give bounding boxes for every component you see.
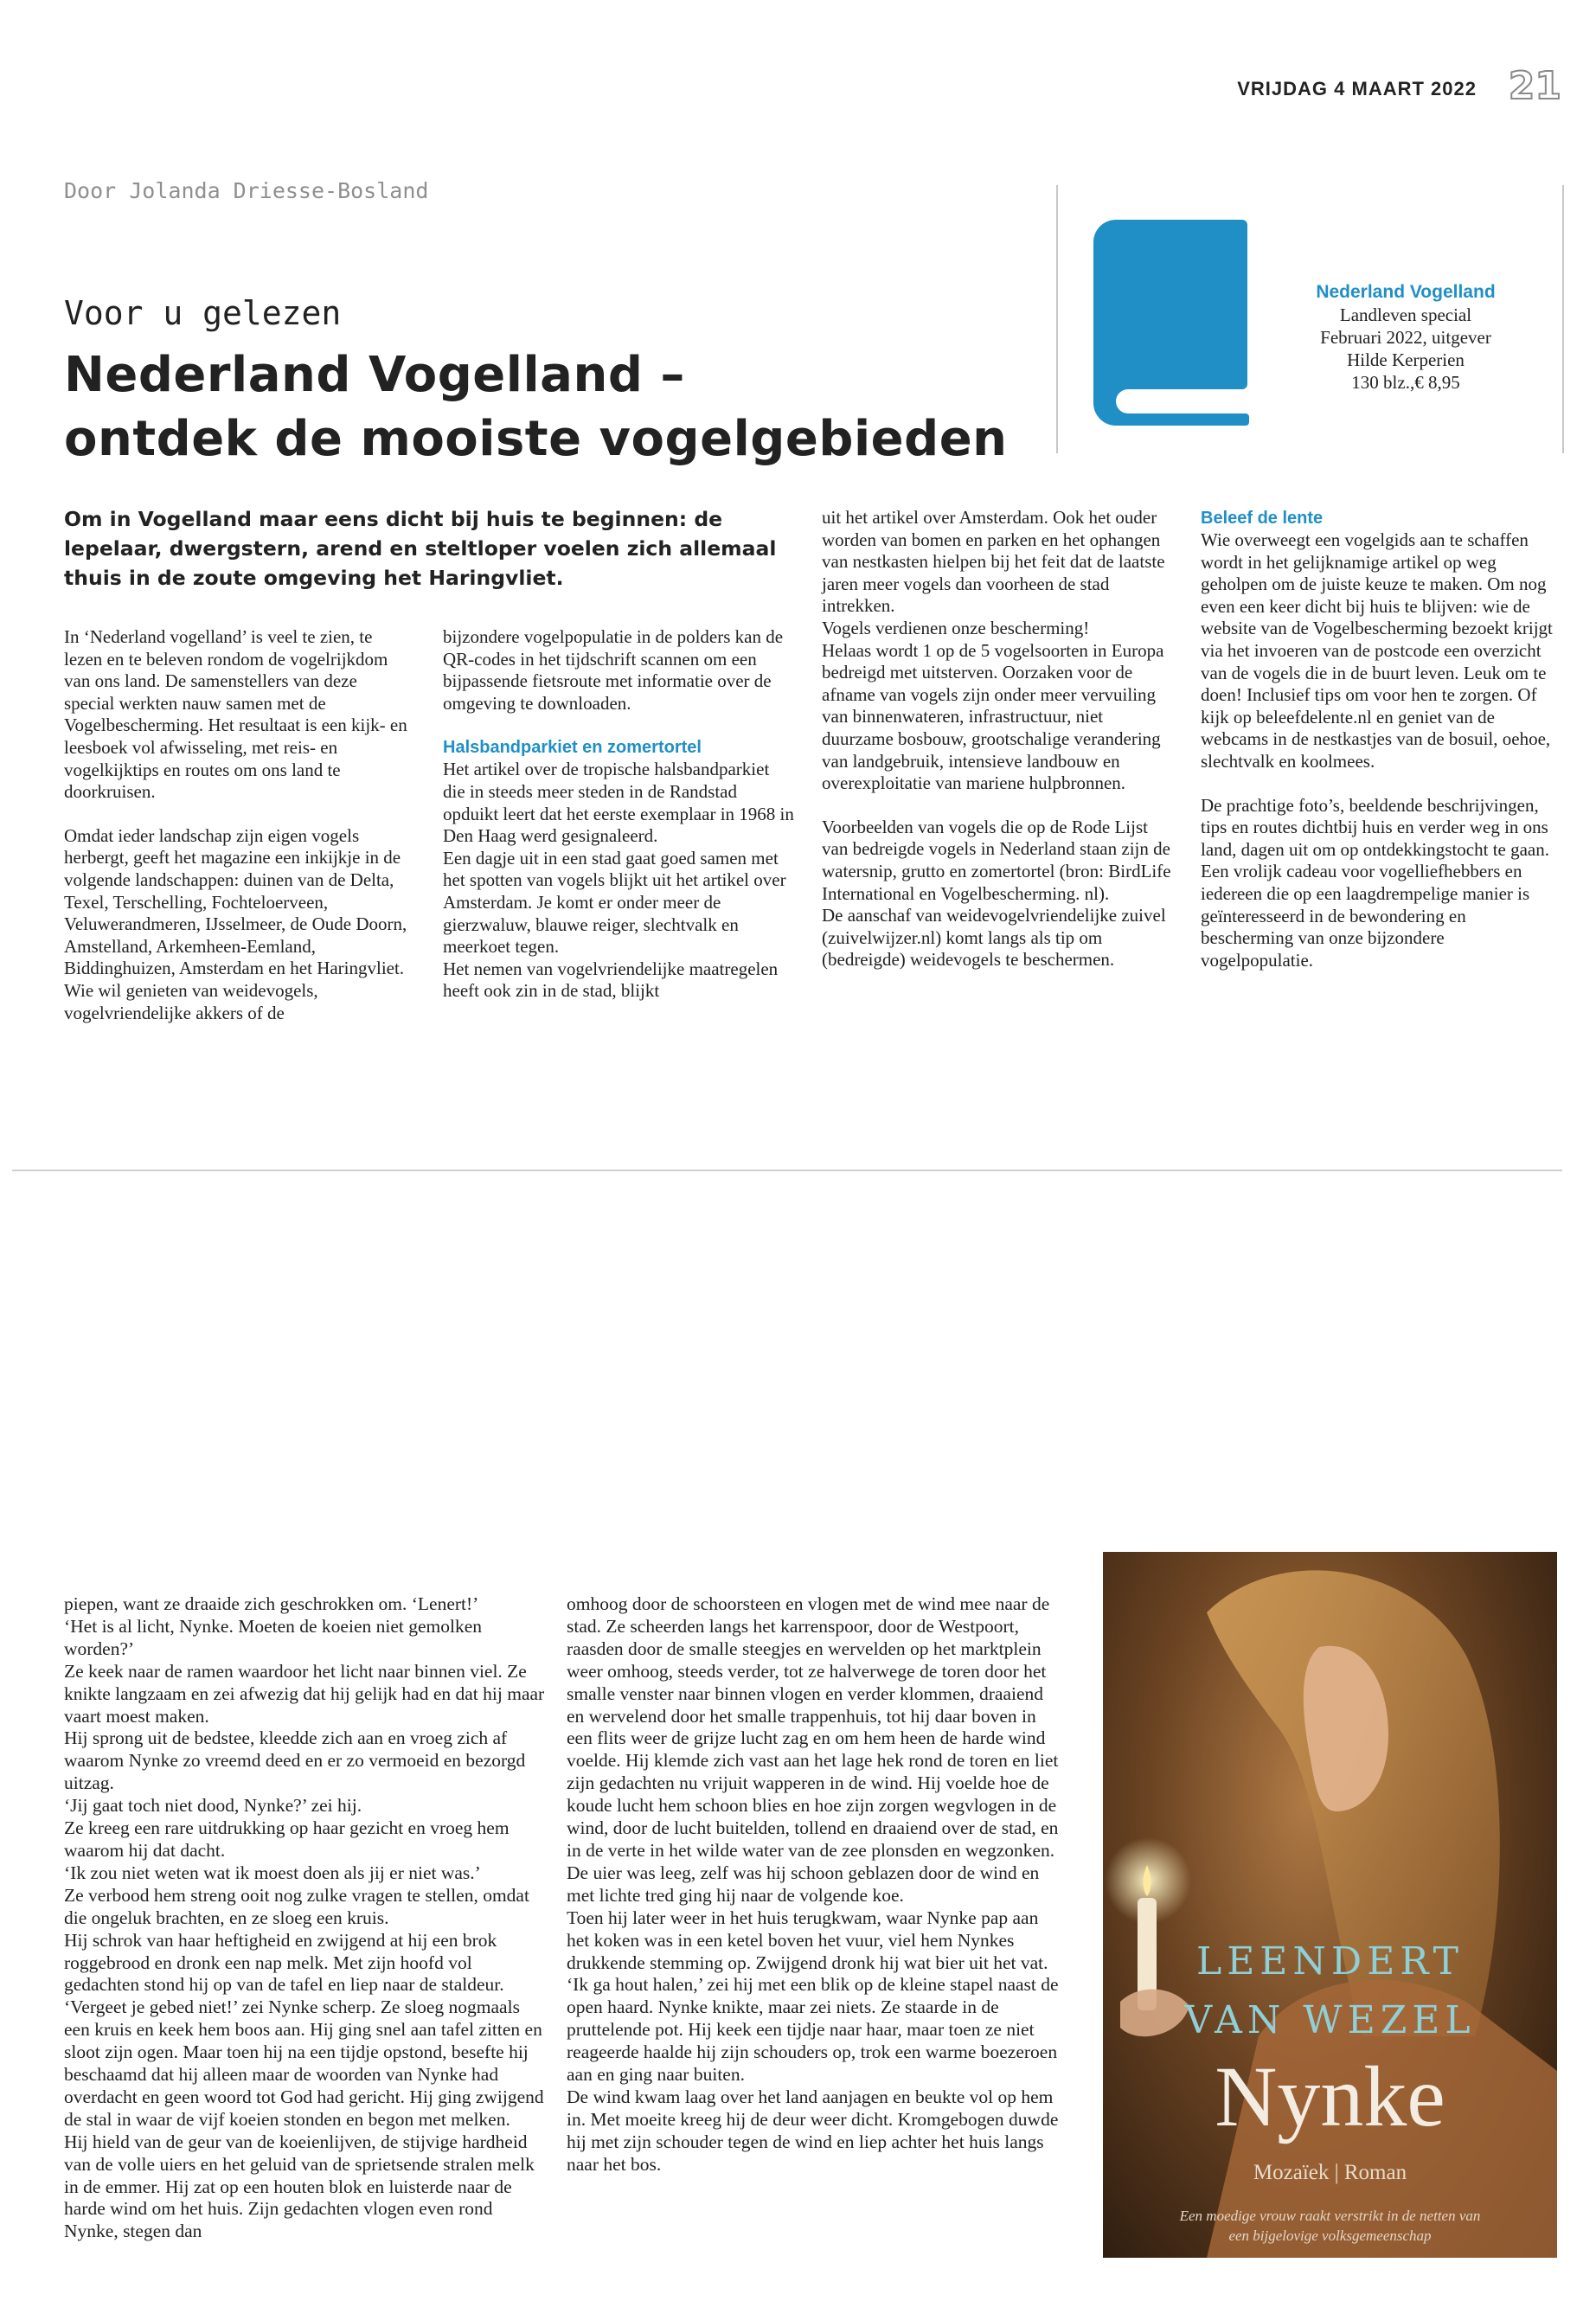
book-author-line-2: VAN WEZEL [1184,1998,1476,2042]
paragraph: Een vrolijk cadeau voor vogelliefhebbers en iedereen die op een laagdrempelige manier is geïnteresseerd in de bewondering en bescherming van onze bijzondere vogelpopulatie. [1201,861,1530,971]
headline-line-2: ontdek de mooiste vogelgebieden [64,411,1008,467]
book-tagline-line: Een moedige vrouw raakt verstrikt in de netten van [1179,2208,1481,2224]
book-tagline-line: een bijgelovige volksgemeenschap [1228,2227,1432,2244]
subheading: Beleef de lente [1201,509,1324,528]
article-column-2 [443,626,794,1003]
book-info-title: Nederland Vogelland [1316,282,1496,302]
book-cover-image [1103,1552,1557,2258]
story-paragraph: ‘Jij gaat toch niet dood, Nynke?’ zei hij. [64,1795,362,1817]
story-paragraph: ‘Het is al licht, Nynke. Moeten de koeien niet gemolken worden?’ [64,1615,483,1659]
paragraph: De aanschaf van weidevogelvriendelijke zuivel (zuivelwijzer.nl) komt langs als tip om (bedreigde) weidevogels te beschermen. [822,905,1166,971]
story-paragraph: omhoog door de schoorsteen en vlogen met de wind mee naar de stad. Ze scheerden langs het karrenspoor, door de Westpoort, raasden door de smalle steegjes en wervelden op het marktplein weer omhoog, steeds verder, tot ze halverwege de toren door het smalle venster naar binnen vlogen en verder klommen, draaiend en wervelend door het smalle trappenhuis, tot hij daar boven in een flits weer de grijze lucht zag en om hem heen de harde wind voelde. Hij klemde zich vast aan het lage hek rond de toren en liet zijn gedachten nu vrijuit wapperen in de wind. Hij voelde hoe de koude lucht hem schoon blies en hoe zijn zorgen wegvlogen in de wind, door de lucht buitelden, tollend en draaiend over de stad, en in de verte in het wilde water van de zee plonsden en wegzonken. De uier was leeg, zelf was hij schoon geblazen door de wind en met lichte tred ging hij naar de volgende koe. [567,1593,1059,1906]
paragraph: Omdat ieder landschap zijn eigen vogels herbergt, geeft het magazine een inkijkje in de volgende landschappen: duinen van de Delta, Texel, Terschelling, Fochteloerveen, Veluwerandmeren, IJsselmeer, de Oude Doorn, Amstelland, Arkemheen-Eemland, Biddinghuizen, Amsterdam en het Haringvliet. Wie wil genieten van weidevogels, vogelvriendelijke akkers of de [64,824,407,1023]
book-publisher: Mozaïek | Roman [1253,2161,1407,2184]
book-title: Nynke [1215,2048,1445,2144]
cover-illustration [1103,1552,1557,2258]
paragraph: Voorbeelden van vogels die op de Rode Lijst van bedreigde vogels in Nederland staan zijn de watersnip, grutto en zomertortel (bron: BirdLife International en Vogelbescherming. nl). [822,816,1171,904]
book-info [1263,281,1548,394]
paragraph: De prachtige foto’s, beeldende beschrijvingen, tips en routes dichtbij huis en verder weg in ons land, dagen uit om op ontdekkingstocht te gaan. [1201,794,1549,860]
paragraph: In ‘Nederland vogelland’ is veel te zien, te lezen en te beleven rondom de vogelrijkdom van ons land. De samenstellers van deze special werkten nauw samen met de Vogelbescherming. Het resultaat is een kijk- en leesboek vol afwisseling, met reis- en vogelkijktips en routes om ons land te doorkruisen. [64,626,407,803]
book-tagline [1138,2206,1522,2246]
article-column-3 [822,507,1176,971]
paragraph: Het artikel over de tropische halsbandparkiet die in steeds meer steden in de Randstad opduikt leert dat het eerste exemplaar in 1968 in Den Haag werd gesignaleerd. [443,759,794,847]
story-column-1 [64,1593,548,2243]
infobox-divider-right [1562,185,1564,453]
paragraph: bijzondere vogelpopulatie in de polders kan de QR-codes in het tijdschrift scannen om een bijpassende fietsroute met informatie over de omgeving te downloaden. [443,626,784,714]
story-paragraph: Hij schrok van haar heftigheid en zwijgend at hij een brok roggebrood en dronk een nap melk. Met zijn hoofd vol gedachten stond hij op van de tafel en liep naar de staldeur. ‘Vergeet je gebed niet!’ zei Nynke scherp. Ze sloeg nogmaals een kruis en keek hem boos aan. Hij ging snel aan tafel zitten en sloot zijn ogen. Maar toen hij na een tijdje opstond, besefte hij beschaamd dat hij alleen maar de woorden van Nynke had overdacht en geen woord tot God had gericht. Hij ging zwijgend de stal in waar de vijf koeien stonden en begon met melken. [64,1929,544,2130]
section-divider [12,1170,1562,1171]
story-paragraph: ‘Ik zou niet weten wat ik moest doen als jij er niet was.’ [64,1862,481,1883]
story-paragraph: Hij hield van de geur van de koeienlijven, de stijvige hardheid van de volle uiers en het geluid van de sprietsende stralen melk in de emmer. Hij zat op een houten blok en luisterde naar de harde wind om het huis. Zijn gedachten vlogen even rond Nynke, stegen dan [64,2131,535,2242]
byline: Door Jolanda Driesse-Bosland [64,178,429,203]
paragraph: uit het artikel over Amsterdam. Ook het ouder worden van bomen en parken en het ophangen van nestkasten hielpen bij het feit dat de laatste jaren meer vogels dan voorheen de stad intrekken. [822,507,1165,617]
book-author-line-1: LEENDERT [1195,1939,1465,1984]
infobox-divider-left [1056,185,1058,453]
book-info-line: 130 blz.,€ 8,95 [1351,372,1460,393]
book-icon [1090,215,1251,427]
story-paragraph: Ze verbood hem streng ooit nog zulke vragen te stellen, omdat die ongeluk brachten, en ze sloeg een kruis. [64,1884,529,1928]
article-column-1 [64,626,410,1024]
book-info-line: Februari 2022, uitgever [1320,327,1491,348]
story-paragraph: De wind kwam laag over het land aanjagen en beukte vol op hem in. Met moeite kreeg hij de deur weer dicht. Kromgebogen duwde hij met zijn schouder tegen de wind en liep achter het huis langs naar het bos. [567,2086,1059,2175]
story-paragraph: Toen hij later weer in het huis terugkwam, waar Nynke pap aan het koken was in een ketel boven het vuur, viel hem Nynkes drukkende stemming op. Zwijgend dronk hij wat bier uit het vat. ‘Ik ga hout halen,’ zei hij met een blik op de kleine stapel naast de open haard. Nynke knikte, maar zei niets. Ze staarde in de pruttelende pot. Hij keek een tijdje naar haar, maar toen ze niet reageerde haalde hij zijn schouders op, trok een warme boezeroen aan en ging naar buiten. [567,1907,1059,2086]
story-paragraph: piepen, want ze draaide zich geschrokken om. ‘Lenert!’ [64,1593,479,1614]
page-number: 21 [1508,64,1561,108]
paragraph: Een dagje uit in een stad gaat goed samen met het spotten van vogels blijkt uit het artikel over Amsterdam. Je komt er onder meer de gierzwaluw, blauwe reiger, slechtvalk en meerkoet tegen. [443,847,786,958]
story-paragraph: Ze kreeg een rare uitdrukking op haar gezicht en vroeg hem waarom hij dat dacht. [64,1817,510,1861]
paragraph: Het nemen van vogelvriendelijke maatregelen heeft ook zin in de stad, blijkt [443,958,779,1002]
headline-line-1: Nederland Vogelland – [64,347,685,403]
subheading: Halsbandparkiet en zomertortel [443,738,702,758]
header-date: VRIJDAG 4 MAART 2022 [1237,78,1477,99]
paragraph: Helaas wordt 1 op de 5 vogelsoorten in Europa bedreigd met uitsterven. Oorzaken voor de afname van vogels zijn onder meer vervuiling van binnenwateren, infrastructuur, niet duurzame bosbouw, grootschalige verandering van landgebruik, intensieve landbouw en overexploitatie van mariene hulpbronnen. [822,639,1164,794]
book-info-line: Hilde Kerperien [1347,349,1465,370]
paragraph: Vogels verdienen onze bescherming! [822,617,1090,638]
kicker: Voor u gelezen [64,294,342,332]
book-info-line: Landleven special [1339,304,1472,325]
paragraph: Wie overweegt een vogelgids aan te schaffen wordt in het gelijknamige artikel op weg geholpen om de juiste keuze te maken. Om nog even een keer dicht bij huis te blijven: wie de website van de Vogelbescherming bezoekt krijgt via het invoeren van de postcode een overzicht van de vogels die in de buurt leven. Leuk om te doen! Inclusief tips om voor hen te zorgen. Of kijk op beleefdelente.nl en geniet van de webcams in de nestkastjes van de bosuil, oehoe, slechtvalk en koolmees. [1201,529,1553,772]
article-intro: Om in Vogelland maar eens dicht bij huis te beginnen: de lepelaar, dwergstern, arend en steltloper voelen zich allemaal thuis in de zoute omgeving het Haringvliet. [64,507,777,590]
article-column-4 [1201,507,1557,971]
story-column-2 [567,1593,1060,2176]
story-paragraph: Ze keek naar de ramen waardoor het licht naar binnen viel. Ze knikte langzaam en zei afwezig dat hij gelijk had en dat hij maar vaart moest maken. [64,1660,545,1727]
story-paragraph: Hij sprong uit de bedstee, kleedde zich aan en vroeg zich af waarom Nynke zo vreemd deed en er zo vermoeid en bezorgd uitzag. [64,1727,526,1794]
headline [64,343,1024,471]
